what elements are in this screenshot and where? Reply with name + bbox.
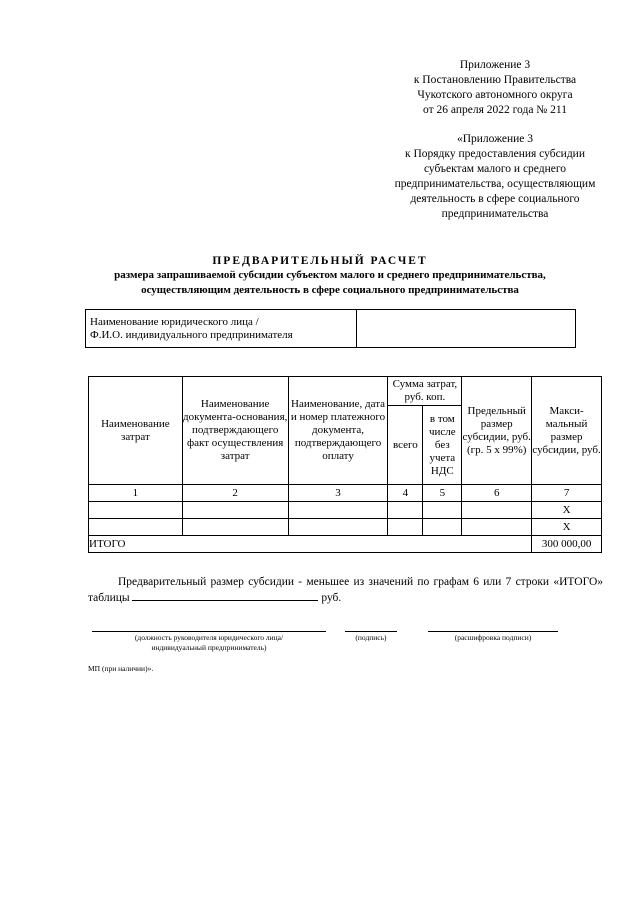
table-cell[interactable]	[388, 519, 423, 536]
decoding-caption: (расшифровка подписи)	[454, 633, 532, 642]
header-max-subsidy: Макси-мальный размер субсидии, руб.	[532, 377, 602, 485]
table-cell[interactable]	[288, 502, 388, 519]
entity-table	[85, 309, 576, 348]
header-line: от 26 апреля 2022 года № 211	[423, 104, 567, 116]
header-line: к Порядку предоставления субсидии	[405, 148, 585, 160]
signature-line[interactable]	[345, 631, 397, 632]
table-cell[interactable]	[462, 519, 532, 536]
table-cell[interactable]	[182, 519, 288, 536]
entity-label-1: Наименование юридического лица /	[90, 315, 259, 328]
column-number: 5	[423, 485, 462, 502]
table-cell[interactable]	[288, 519, 388, 536]
column-number: 3	[288, 485, 388, 502]
header-line: деятельность в сфере социального	[410, 193, 580, 205]
document-title: ПРЕДВАРИТЕЛЬНЫЙ РАСЧЕТ	[212, 255, 428, 267]
table-cell[interactable]	[423, 502, 462, 519]
header-line: предпринимательства, осуществляющим	[394, 178, 596, 190]
header-payment-doc: Наименование, дата и номер платежного документа, подтверждающего оплату	[288, 377, 388, 485]
column-number: 2	[182, 485, 288, 502]
total-value: 300 000,00	[532, 536, 602, 553]
header-line: Приложение 3	[459, 59, 531, 71]
table-cell-x: Х	[532, 519, 602, 536]
note-unit: руб.	[321, 592, 342, 604]
table-cell[interactable]	[388, 502, 423, 519]
header-without-vat: в том числе без учета НДС	[423, 406, 462, 485]
total-row	[89, 536, 602, 553]
position-line[interactable]	[92, 631, 326, 632]
note-paragraph	[88, 574, 603, 606]
position-caption	[92, 633, 326, 653]
table-row	[89, 519, 602, 536]
header-line: к Постановлению Правительства	[413, 74, 577, 86]
column-number: 7	[532, 485, 602, 502]
header-line: Чукотского автономного округа	[417, 89, 573, 101]
header-line: субъектам малого и среднего	[423, 163, 567, 175]
stamp-note: МП (при наличии)».	[88, 664, 154, 673]
header-cost-name: Наименование затрат	[89, 377, 183, 485]
header-cost-sum: Сумма затрат, руб. коп.	[388, 377, 462, 406]
subtitle-line-2: осуществляющим деятельность в сфере социального предпринимательства	[141, 284, 519, 296]
calculation-table	[88, 376, 602, 553]
table-cell[interactable]	[462, 502, 532, 519]
header-line: «Приложение 3	[456, 133, 534, 145]
entity-label-cell	[86, 310, 357, 348]
table-cell[interactable]	[182, 502, 288, 519]
column-number: 1	[89, 485, 183, 502]
column-number: 6	[462, 485, 532, 502]
position-caption-2: индивидуальный предприниматель)	[151, 643, 267, 652]
header-line: предпринимательства	[441, 208, 549, 220]
note-text: Предварительный размер субсидии - меньшее из значений по графам 6 или 7 строки «ИТОГО» таблицы	[88, 576, 603, 604]
position-caption-1: (должность руководителя юридического лица/	[134, 633, 284, 642]
signature-caption: (подпись)	[355, 633, 387, 642]
total-label: ИТОГО	[89, 536, 532, 553]
header-total: всего	[388, 406, 423, 485]
entity-label-2: Ф.И.О. индивидуального предпринимателя	[90, 328, 293, 341]
header-limit-subsidy: Предельный размер субсидии, руб. (гр. 5 х 99%)	[462, 377, 532, 485]
column-number: 4	[388, 485, 423, 502]
decoding-line[interactable]	[428, 631, 558, 632]
header-basis-doc: Наименование документа-основания, подтверждающего факт осуществления затрат	[182, 377, 288, 485]
table-cell[interactable]	[89, 502, 183, 519]
table-cell[interactable]	[89, 519, 183, 536]
amount-blank-line[interactable]	[132, 590, 318, 601]
subtitle-line-1: размера запрашиваемой субсидии субъектом малого и среднего предпринимательства,	[114, 269, 546, 281]
table-cell-x: Х	[532, 502, 602, 519]
entity-value-cell[interactable]	[357, 310, 576, 348]
document-subtitle	[60, 268, 600, 298]
table-row	[89, 502, 602, 519]
table-cell[interactable]	[423, 519, 462, 536]
document-header	[360, 58, 630, 222]
